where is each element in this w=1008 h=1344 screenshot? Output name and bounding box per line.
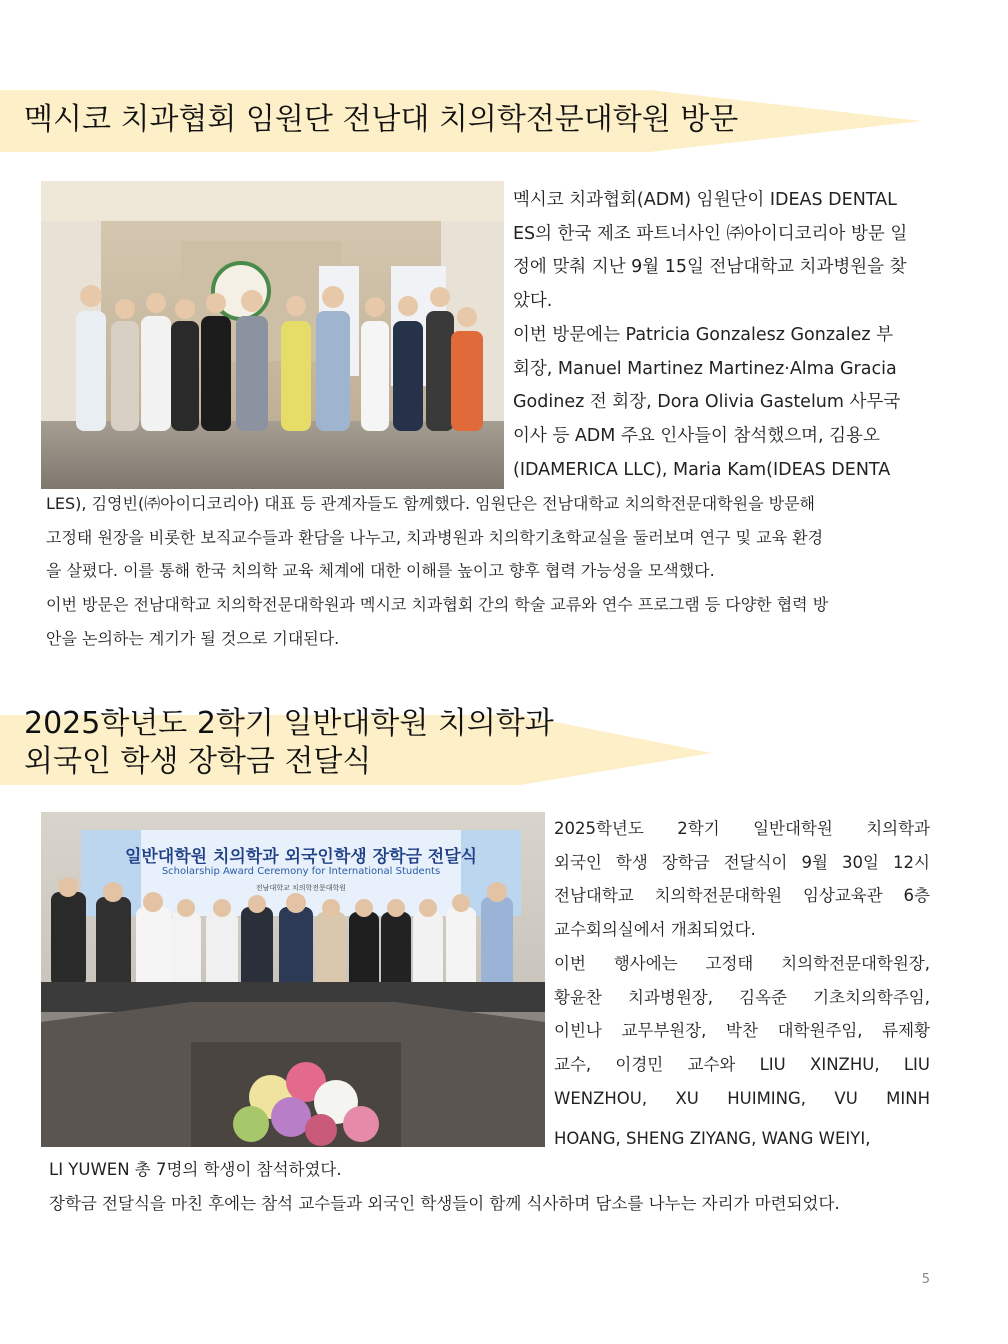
article1-text-line: 안을 논의하는 계기가 될 것으로 기대된다. — [46, 628, 340, 648]
article1-text-line: 이번 방문에는 Patricia Gonzalesz Gonzalez 부 — [513, 324, 894, 345]
article1-text-line: 멕시코 치과협회(ADM) 임원단이 IDEAS DENTAL — [513, 190, 897, 210]
article2-text-line: 이번 행사에는 고정태 치의학전문대학원장, — [554, 953, 930, 973]
article1-text-line: LES), 김영빈(㈜아이디코리아) 대표 등 관계자들도 함께했다. 임원단은 전남대학교 치의학전문대학원을 방문해 — [46, 494, 816, 513]
article1-title: 멕시코 치과협회 임원단 전남대 치의학전문대학원 방문 — [24, 102, 739, 137]
page-number: 5 — [921, 1272, 930, 1287]
article2-title-line2: 외국인 학생 장학금 전달식 — [24, 744, 372, 779]
article1-text-line: 이번 방문은 전남대학교 치의학전문대학원과 멕시코 치과협회 간의 학술 교류와 연수 프로그램 등 다양한 협력 방 — [46, 595, 829, 615]
ceremony-banner-title-ko: 일반대학원 치의학과 외국인학생 장학금 전달식 — [124, 847, 478, 867]
article2-text-line: 2025학년도 2학기 일반대학원 치의학과 — [554, 819, 930, 838]
article1-text-line: 정에 맞춰 지난 9월 15일 전남대학교 치과병원을 찾 — [513, 257, 907, 278]
article2-text-line: LI YUWEN 총 7명의 학생이 참석하였다. — [49, 1160, 342, 1179]
article1-text-line: 았다. — [513, 291, 553, 312]
article1-text-line: Godinez 전 회장, Dora Olivia Gastelum 사무국 — [513, 392, 901, 413]
article2-text-line: 외국인 학생 장학금 전달식이 9월 30일 12시 — [554, 852, 930, 872]
article2-body-right — [554, 812, 930, 1115]
article2-text-line: HOANG, SHENG ZIYANG, WANG WEIYI, — [554, 1129, 871, 1148]
article1-photo-group — [41, 181, 504, 489]
article2-text-line: 교수회의실에서 개최되었다. — [554, 920, 756, 940]
article2-text-line: 황윤찬 치과병원장, 김옥준 기초치의학주임, — [554, 987, 930, 1007]
article2-text-line: 교수, 이경민 교수와 LIU XINZHU, LIU — [554, 1054, 930, 1074]
article1-text-line: ES의 한국 제조 파트너사인 ㈜아이디코리아 방문 일 — [513, 223, 908, 244]
article2-photo-ceremony — [41, 812, 545, 1147]
article2-text-line: 이빈나 교무부원장, 박찬 대학원주임, 류제황 — [554, 1021, 930, 1041]
article2-text-line: 전남대학교 치의학전문대학원 임상교육관 6층 — [554, 886, 930, 906]
article1-body-full — [46, 487, 931, 656]
article1-text-line: 을 살폈다. 이를 통해 한국 치의학 교육 체계에 대한 이해를 높이고 향후 협력 가능성을 모색했다. — [46, 561, 715, 581]
article1-text-line: 회장, Manuel Martinez Martinez·Alma Gracia — [513, 358, 897, 379]
article2-body-full — [49, 1153, 934, 1220]
article2-title-banner — [0, 705, 720, 785]
article1-title-banner — [0, 90, 930, 152]
article1-body-right — [513, 184, 943, 487]
article1-text-line: 고정태 원장을 비롯한 보직교수들과 환담을 나누고, 치과병원과 치의학기초학교실을 둘러보며 연구 및 교육 환경 — [46, 527, 824, 547]
ceremony-banner-title-en: Scholarship Award Ceremony for International Students — [161, 866, 441, 877]
ceremony-banner-org: 전남대학교 치의학전문대학원 — [255, 884, 347, 892]
article2-title-line1: 2025학년도 2학기 일반대학원 치의학과 — [24, 706, 554, 741]
article1-text-line: (IDAMERICA LLC), Maria Kam(IDEAS DENTA — [513, 459, 891, 480]
article2-text-line: 장학금 전달식을 마친 후에는 참석 교수들과 외국인 학생들이 함께 식사하며 담소를 나누는 자리가 마련되었다. — [49, 1193, 840, 1213]
article2-text-line: WENZHOU, XU HUIMING, VU MINH — [554, 1088, 930, 1108]
article1-text-line: 이사 등 ADM 주요 인사들이 참석했으며, 김용오 — [513, 425, 880, 446]
